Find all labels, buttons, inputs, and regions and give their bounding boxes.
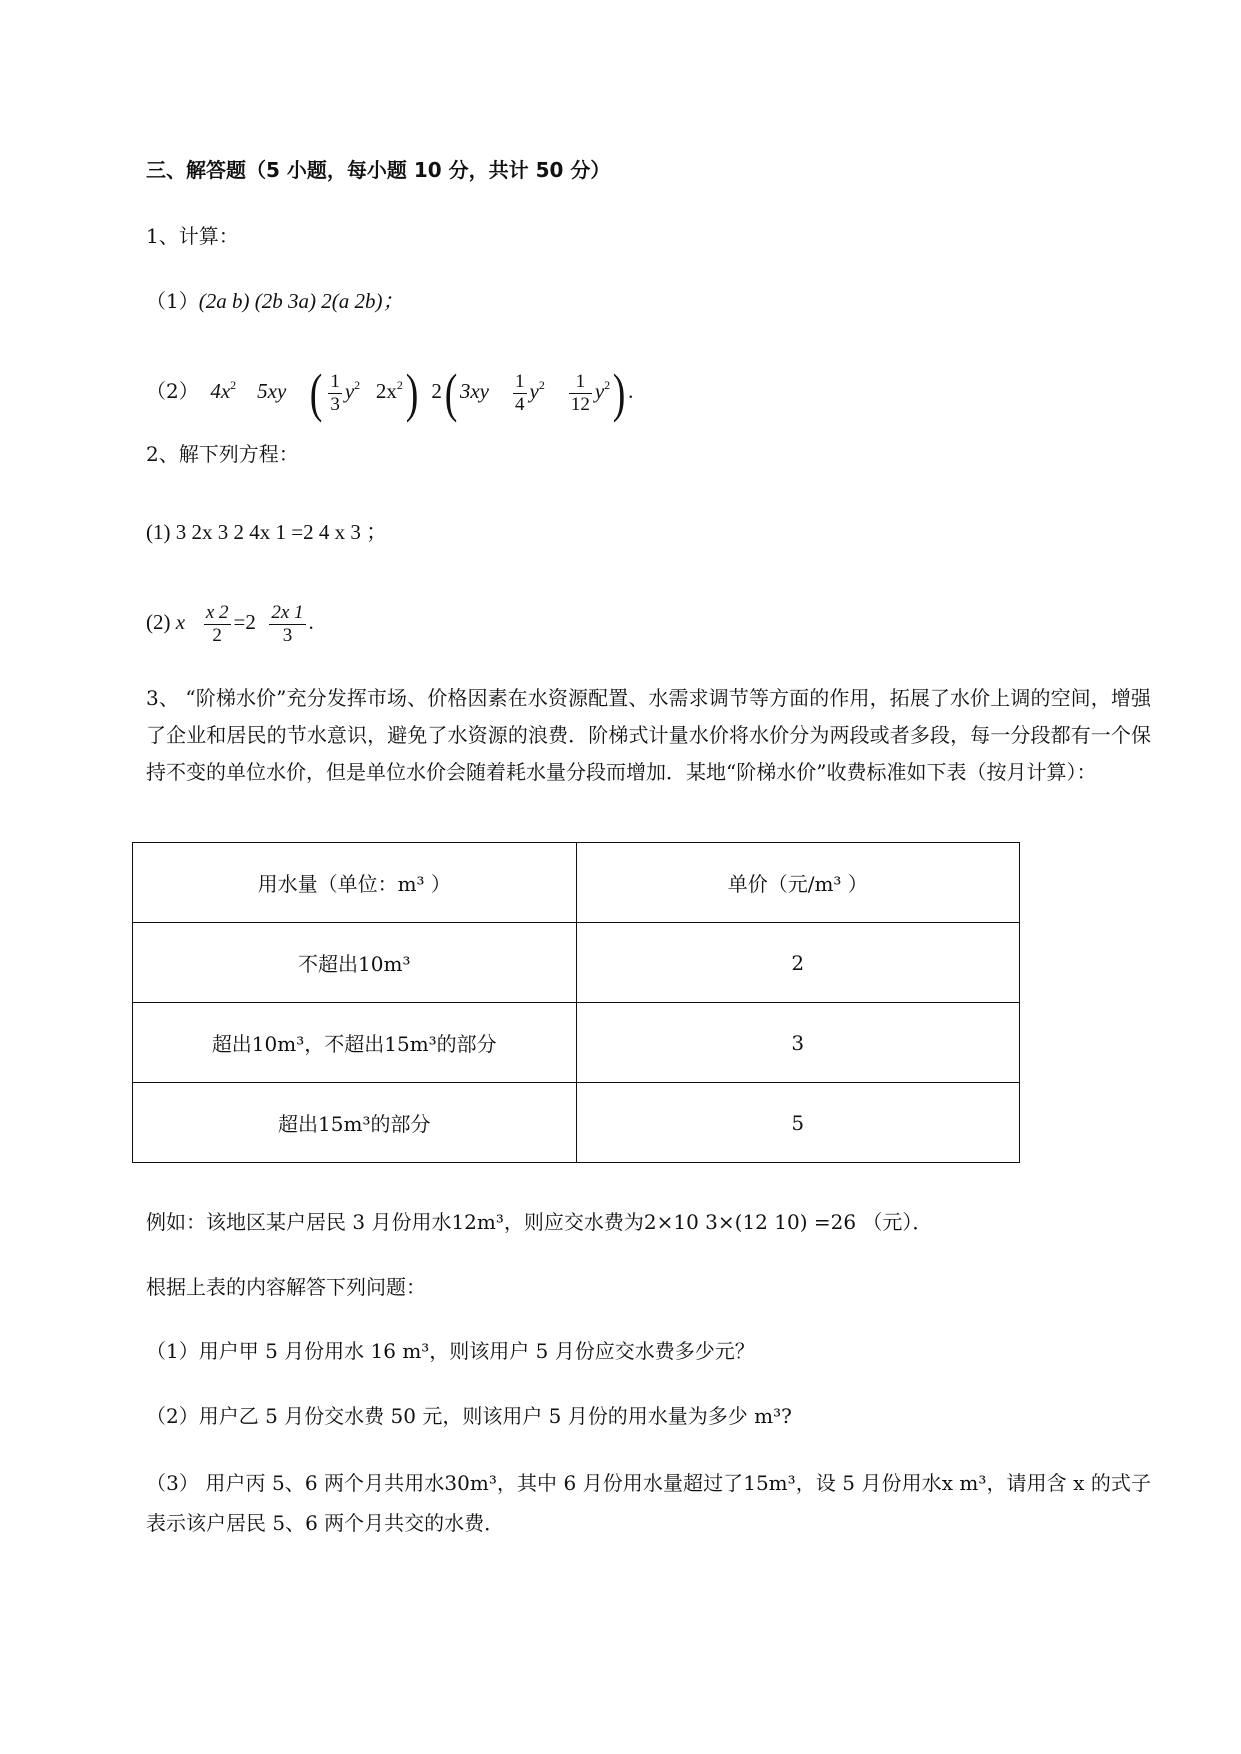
- q3-example: 例如：该地区某户居民 3 月份用水12m³，则应交水费为2×10 3×(12 10) =26 （元）．: [146, 1210, 933, 1234]
- q2-equation-2: [146, 592, 314, 652]
- q3-subquestion-2: （2）用户乙 5 月份交水费 50 元，则该用户 5 月份的用水量为多少 m³?: [146, 1404, 792, 1428]
- price-table: [132, 842, 1020, 1163]
- cell-usage: 超出15m³的部分: [133, 1083, 577, 1163]
- q1-part2-label: （2）: [146, 379, 199, 403]
- q3-intro: 根据上表的内容解答下列问题：: [146, 1275, 426, 1299]
- right-paren-icon: ): [612, 363, 626, 424]
- left-paren-icon: (: [310, 363, 323, 424]
- cell-usage: 不超出10m³: [133, 923, 577, 1003]
- q2-eq2-expression: (2) x $\frac{x 2}{2}$ =2 $\frac{2x 1}{3}$ .: [146, 601, 314, 646]
- table-row: [133, 1003, 1020, 1083]
- section-title: 三、解答题（5 小题，每小题 10 分，共计 50 分）: [146, 158, 611, 182]
- table-row: [133, 923, 1020, 1003]
- cell-usage: 超出10m³，不超出15m³的部分: [133, 1003, 577, 1083]
- cell-price: 3: [576, 1003, 1020, 1083]
- q1-part1-expression: (2a b) (2b 3a) 2(a 2b)；: [198, 289, 404, 313]
- header-usage: 用水量（单位：m³ ）: [133, 843, 577, 923]
- term-4x: 4x: [210, 379, 231, 403]
- table-row: [133, 1083, 1020, 1163]
- q1-part1-label: （1）: [146, 289, 199, 313]
- fraction-1-4: $\frac{1}{4}$: [515, 370, 525, 415]
- q1-part2: [146, 355, 634, 424]
- q1-part2-expression: $4x^2$ 5xy ( $\frac{1}{3}$ $y^2$ $2x^2$) 2( 3xy $\frac{1}{4}$ $y^2$ $\frac{1}{12}$ $y^2$) .: [210, 363, 634, 424]
- price-table-header: [133, 843, 1020, 923]
- header-price: 单价（元/m³ ）: [576, 843, 1020, 923]
- cell-price: 5: [576, 1083, 1020, 1163]
- fraction-1-3: $\frac{1}{3}$: [330, 370, 340, 415]
- fraction-2x-3: $\frac{2x 1}{3}$: [271, 601, 304, 646]
- q1-part1: [146, 287, 403, 315]
- q2-equation-1: (1) 3 2x 3 2 4x 1 =2 4 x 3 ；: [146, 520, 388, 544]
- q3-paragraph: 3、 “阶梯水价”充分发挥市场、价格因素在水资源配置、水需求调节等方面的作用，拓展了水价上调的空间，增强了企业和居民的节水意识，避免了水资源的浪费．阶梯式计量水价将水价分为两段或者多段，每一分段都有一个保持不变的单位水价，但是单位水价会随着耗水量分段而增加．某地“阶梯水价”收费标准如下表（按月计算）：: [146, 686, 1151, 784]
- q3-subquestion-1: （1）用户甲 5 月份用水 16 m³，则该用户 5 月份应交水费多少元？: [146, 1339, 755, 1363]
- q1-title: 1、计算：: [146, 224, 239, 248]
- q3-subquestion-3: （3） 用户丙 5、6 两个月共用水30m³，其中 6 月份用水量超过了15m³，设 5 月份用水x m³，请用含 x 的式子表示该户居民 5、6 两个月共交的水费．: [146, 1471, 1151, 1535]
- fraction-1-12: $\frac{1}{12}$: [570, 370, 590, 415]
- left-paren-icon: (: [444, 363, 458, 424]
- cell-price: 2: [576, 923, 1020, 1003]
- right-paren-icon: ): [405, 363, 419, 424]
- fraction-x-2: $\frac{x 2}{2}$: [205, 601, 229, 646]
- q2-title: 2、解下列方程：: [146, 442, 299, 466]
- term-5xy: 5xy: [257, 379, 287, 403]
